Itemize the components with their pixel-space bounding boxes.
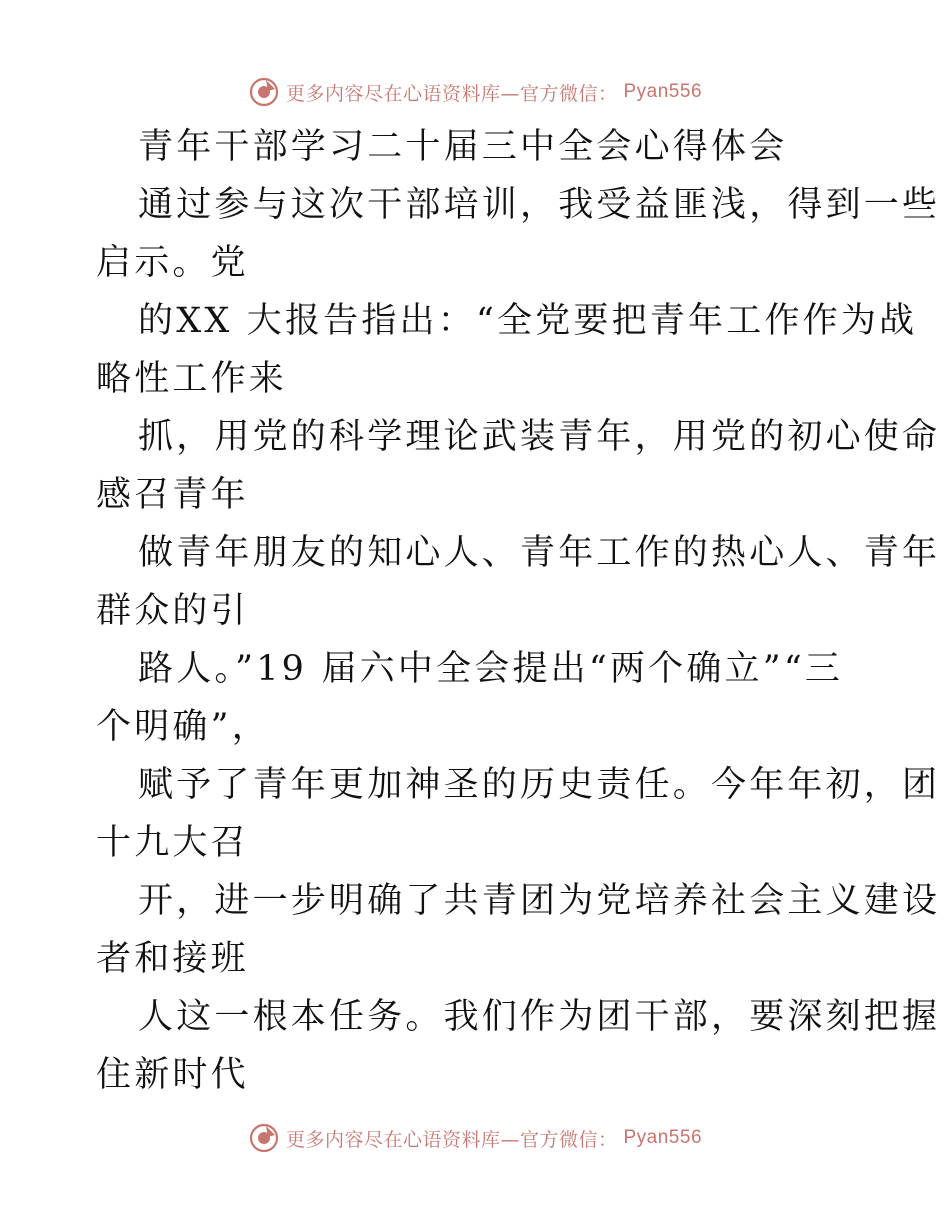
paragraph-line: 启示。党: [96, 243, 249, 283]
paragraph-line: 十九大召: [96, 823, 249, 863]
paragraph-line: 赋予了青年更加神圣的历史责任。今年年初，团: [138, 765, 941, 805]
paragraph-line: 通过参与这次干部培训，我受益匪浅，得到一些: [138, 185, 941, 225]
paragraph-line: 者和接班: [96, 939, 249, 979]
watermark-account: Pyan556: [623, 1127, 703, 1148]
paragraph-line: 个明确”，: [96, 707, 270, 747]
watermark-footer: [0, 1118, 950, 1158]
watermark-account: Pyan556: [623, 81, 703, 102]
paragraph-line: 做青年朋友的知心人、青年工作的热心人、青年: [138, 533, 941, 573]
document-body: [96, 118, 941, 1104]
pen-seal-icon: [248, 1122, 280, 1154]
watermark-header: [0, 72, 950, 112]
paragraph-line: 的XX 大报告指出：“全党要把青年工作作为战: [138, 301, 918, 341]
paragraph-line: 感召青年: [96, 475, 249, 515]
paragraph-line: 抓，用党的科学理论武装青年，用党的初心使命: [138, 417, 941, 457]
watermark-text: 更多内容尽在心语资料库—官方微信：: [285, 1128, 618, 1151]
paragraph-line: 住新时代: [96, 1055, 249, 1095]
paragraph-line: 开，进一步明确了共青团为党培养社会主义建设: [138, 881, 941, 921]
document-title: 青年干部学习二十届三中全会心得体会: [138, 127, 788, 167]
paragraph-line: 略性工作来: [96, 359, 288, 399]
paragraph-line: 群众的引: [96, 591, 249, 631]
pen-seal-icon: [248, 76, 280, 108]
paragraph-line: 人这一根本任务。我们作为团干部，要深刻把握: [138, 997, 941, 1037]
paragraph-line: 路人。”19 届六中全会提出“两个确立”“三: [138, 649, 844, 689]
watermark-text: 更多内容尽在心语资料库—官方微信：: [285, 82, 618, 105]
